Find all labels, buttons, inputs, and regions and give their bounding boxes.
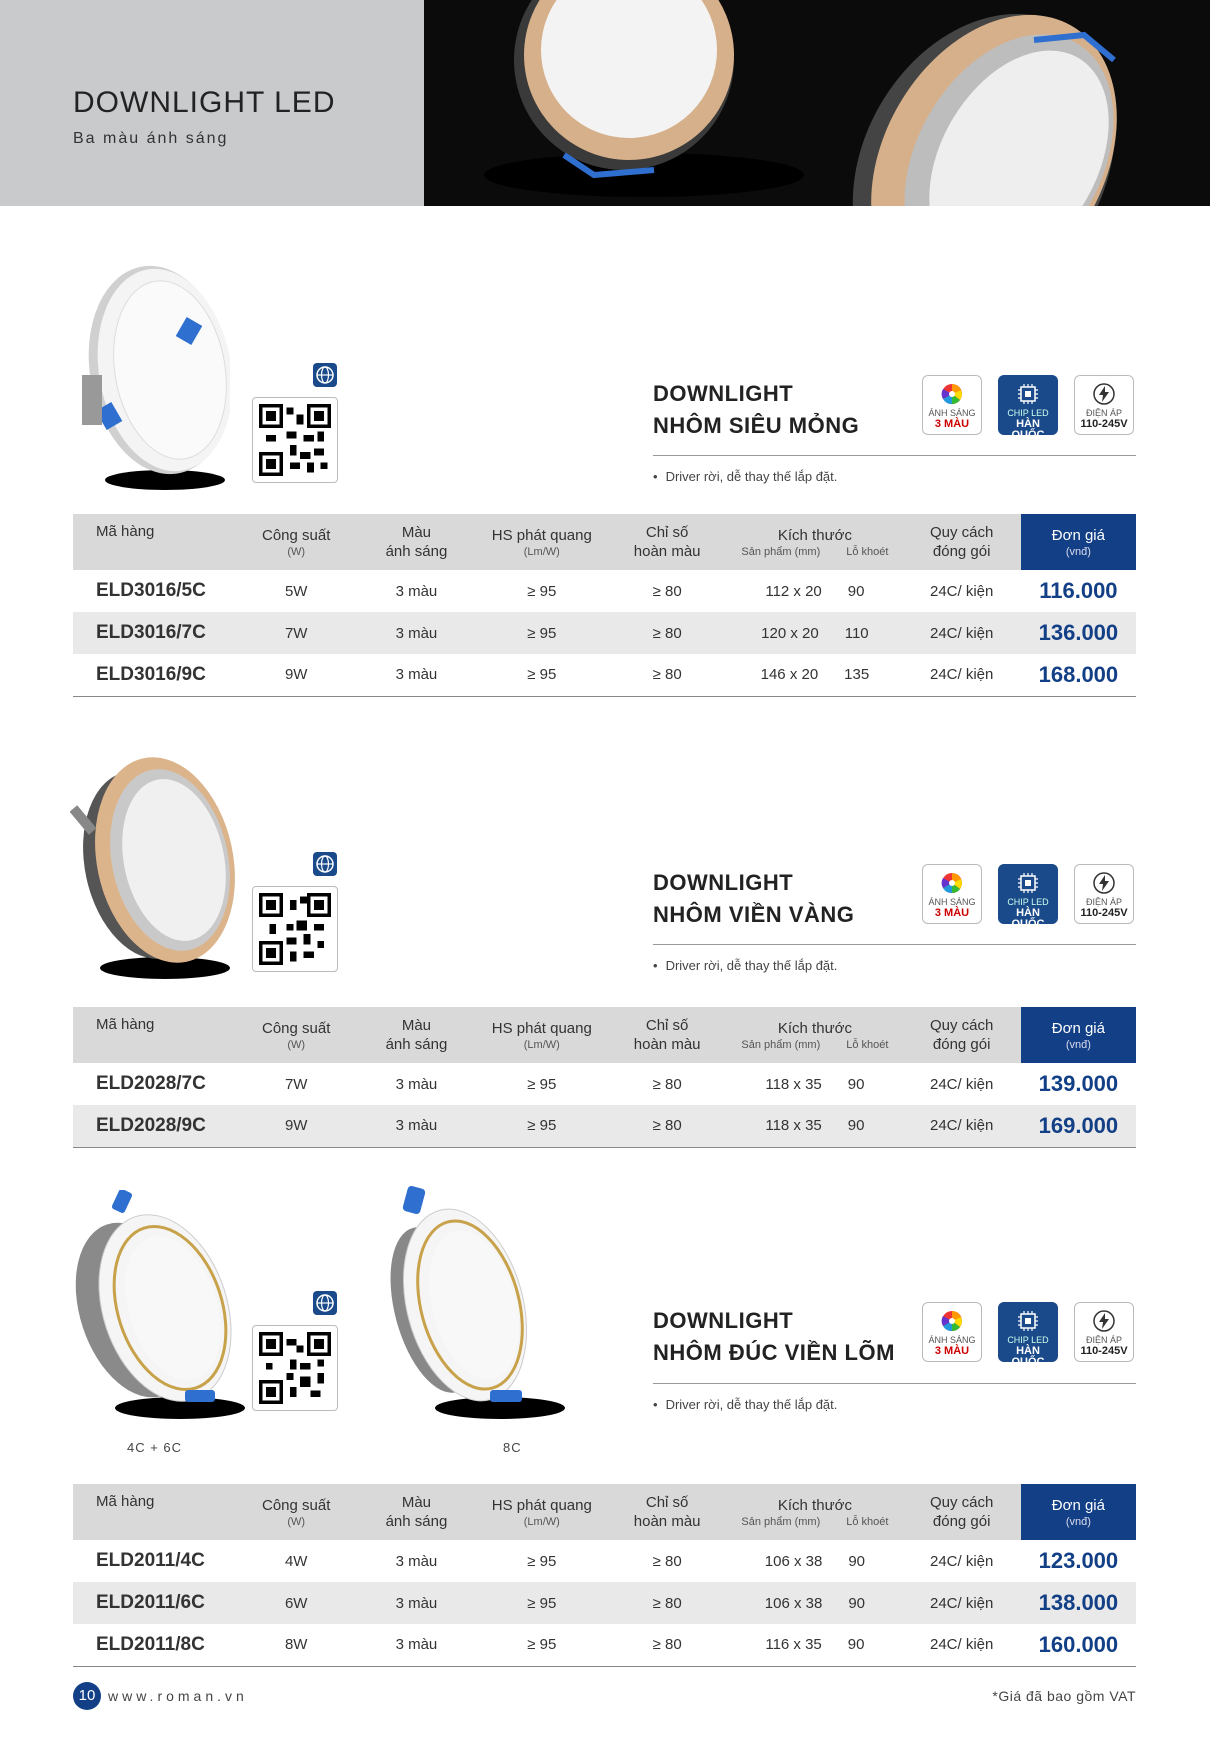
page-header	[0, 0, 1210, 206]
badge-light-color: ÁNH SÁNG 3 MÀU	[922, 1302, 982, 1362]
col-color: Màu ánh sáng	[356, 1484, 476, 1540]
table-header-row	[73, 514, 1136, 570]
page-subtitle: Ba màu ánh sáng	[73, 130, 229, 147]
product-title	[653, 867, 854, 931]
col-packing: Quy cách đóng gói	[903, 1007, 1021, 1063]
badge-chip-led: CHIP LED HÀN QUỐC	[998, 375, 1058, 435]
col-luminous: HS phát quang (Lm/W)	[477, 1484, 607, 1540]
col-power: Công suất (W)	[236, 514, 356, 570]
product-image-recessed-8c	[390, 1185, 575, 1425]
table-row: ELD3016/7C 7W 3 màu ≥ 95 ≥ 80 120 x 20 110 24C/ kiện 136.000	[73, 612, 1136, 654]
feature-badges	[922, 864, 1136, 930]
badge-chip-led: CHIP LED HÀN QUỐC	[998, 864, 1058, 924]
header-title-panel	[0, 0, 424, 206]
chip-icon	[1016, 871, 1040, 895]
globe-icon[interactable]	[313, 852, 337, 876]
table-row: ELD2028/9C 9W 3 màu ≥ 95 ≥ 80 118 x 35 90 24C/ kiện 169.000	[73, 1105, 1136, 1147]
table-header-row	[73, 1007, 1136, 1063]
col-cri: Chỉ số hoàn màu	[607, 514, 727, 570]
color-wheel-icon	[940, 382, 964, 406]
col-code: Mã hàng	[73, 1007, 236, 1063]
col-packing: Quy cách đóng gói	[903, 1484, 1021, 1540]
header-product-photo	[424, 0, 1210, 206]
badge-light-color: ÁNH SÁNG 3 MÀU	[922, 375, 982, 435]
page-number: 10	[73, 1682, 101, 1710]
col-color: Màu ánh sáng	[356, 514, 476, 570]
qr-code[interactable]	[252, 397, 338, 483]
spec-table	[73, 514, 1136, 697]
badge-voltage: ĐIỆN ÁP 110-245V	[1074, 1302, 1134, 1362]
product-title-line2: NHÔM VIỀN VÀNG	[653, 902, 855, 927]
table-row: ELD2011/4C 4W 3 màu ≥ 95 ≥ 80 106 x 38 90 24C/ kiện 123.000	[96, 1548, 1119, 1573]
spec-table	[73, 1007, 1136, 1148]
product-note: • Driver rời, dễ thay thế lắp đặt.	[653, 1397, 837, 1412]
product-title-line2: NHÔM ĐÚC VIỀN LÕM	[653, 1340, 895, 1365]
table-header-row	[73, 1484, 1136, 1540]
product-title-line2: NHÔM SIÊU MỎNG	[653, 413, 860, 438]
chip-icon	[1016, 1309, 1040, 1333]
feature-badges	[922, 1302, 1136, 1368]
lightning-icon	[1092, 871, 1116, 895]
col-price: Đơn giá (vnđ)	[1021, 514, 1136, 570]
lightning-icon	[1092, 382, 1116, 406]
divider	[653, 944, 1136, 945]
color-wheel-icon	[940, 1309, 964, 1333]
col-code: Mã hàng	[73, 514, 236, 570]
table-row: ELD2011/8C 8W 3 màu ≥ 95 ≥ 80 116 x 35 90 24C/ kiện 160.000	[73, 1624, 1136, 1666]
col-packing: Quy cách đóng gói	[903, 514, 1021, 570]
badge-chip-led: CHIP LED HÀN QUỐC	[998, 1302, 1058, 1362]
col-cri: Chỉ số hoàn màu	[607, 1007, 727, 1063]
image-caption-left: 4C + 6C	[127, 1440, 183, 1455]
col-cri: Chỉ số hoàn màu	[607, 1484, 727, 1540]
lightning-icon	[1092, 1309, 1116, 1333]
product-image-recessed-4c-6c	[70, 1190, 255, 1425]
table-row: ELD2011/6C 6W 3 màu ≥ 95 ≥ 80 106 x 38 90 24C/ kiện 138.000	[73, 1582, 1136, 1624]
product-title	[653, 378, 859, 442]
table-row: ELD2028/7C 7W 3 màu ≥ 95 ≥ 80 118 x 35 90 24C/ kiện 139.000	[96, 1071, 1119, 1096]
product-note: • Driver rời, dễ thay thế lắp đặt.	[653, 469, 837, 484]
chip-icon	[1016, 382, 1040, 406]
table-row: ELD3016/5C 5W 3 màu ≥ 95 ≥ 80 112 x 20 90 24C/ kiện 116.000	[96, 578, 1118, 603]
product-title-line1: DOWNLIGHT	[653, 870, 794, 895]
product-image-gold-rim	[70, 755, 235, 985]
badge-voltage: ĐIỆN ÁP 110-245V	[1074, 375, 1134, 435]
product-image-ultra-thin	[70, 265, 230, 495]
col-size: Kích thước Sản phẩm (mm) Lỗ khoét	[727, 1484, 902, 1540]
product-title-line1: DOWNLIGHT	[653, 381, 794, 406]
badge-light-color: ÁNH SÁNG 3 MÀU	[922, 864, 982, 924]
col-luminous: HS phát quang (Lm/W)	[477, 514, 607, 570]
table-row: ELD3016/9C 9W 3 màu ≥ 95 ≥ 80 146 x 20 135 24C/ kiện 168.000	[73, 654, 1136, 696]
globe-icon[interactable]	[313, 1291, 337, 1315]
product-note: • Driver rời, dễ thay thế lắp đặt.	[653, 958, 837, 973]
color-wheel-icon	[940, 871, 964, 895]
col-size: Kích thước Sản phẩm (mm) Lỗ khoét	[727, 1007, 902, 1063]
col-power: Công suất (W)	[236, 1007, 356, 1063]
col-size: Kích thước Sản phẩm (mm) Lỗ khoét	[727, 514, 902, 570]
qr-code[interactable]	[252, 1325, 338, 1411]
col-price: Đơn giá (vnđ)	[1021, 1484, 1136, 1540]
product-title-line1: DOWNLIGHT	[653, 1308, 794, 1333]
website-link[interactable]: www.roman.vn	[108, 1688, 248, 1704]
col-code: Mã hàng	[73, 1484, 236, 1540]
globe-icon[interactable]	[313, 363, 337, 387]
col-luminous: HS phát quang (Lm/W)	[477, 1007, 607, 1063]
divider	[653, 455, 1136, 456]
image-caption-right: 8C	[503, 1440, 522, 1455]
col-power: Công suất (W)	[236, 1484, 356, 1540]
vat-note: *Giá đã bao gồm VAT	[992, 1688, 1136, 1704]
col-color: Màu ánh sáng	[356, 1007, 476, 1063]
spec-table	[73, 1484, 1136, 1667]
qr-code[interactable]	[252, 886, 338, 972]
divider	[653, 1383, 1136, 1384]
page-title: DOWNLIGHT LED	[73, 86, 336, 119]
badge-voltage: ĐIỆN ÁP 110-245V	[1074, 864, 1134, 924]
product-title	[653, 1305, 895, 1369]
col-price: Đơn giá (vnđ)	[1021, 1007, 1136, 1063]
feature-badges	[922, 375, 1136, 441]
